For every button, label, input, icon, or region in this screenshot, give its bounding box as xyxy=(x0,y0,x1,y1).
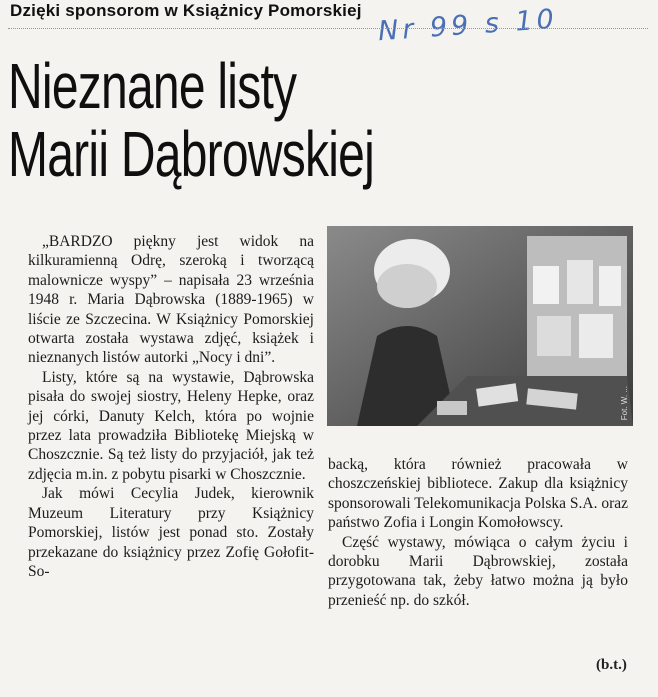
paragraph: Część wystawy, mówiąca o całym życiu i dorobku Marii Dąbrowskiej, została przygotowana tak, żeby łatwo można ją było przenieść np. do szkół. xyxy=(328,533,628,609)
header-rule xyxy=(8,28,648,29)
paragraph: Listy, które są na wystawie, Dąbrowska pisała do swojej siostry, Heleny Hepke, oraz jej córki, Danuty Kelch, która po wojnie przez lata prowadziła Bibliotekę Miejską w Choszcznie. Są też listy do przyjaciół, jak też zdjęcia m.in. z pobytu pisarki w Choszcznie. xyxy=(28,368,314,483)
photo-image xyxy=(327,226,633,426)
author-signature: (b.t.) xyxy=(596,657,627,673)
headline-line-2: Marii Dąbrowskiej xyxy=(8,118,374,190)
exhibition-photo xyxy=(327,226,633,426)
handwritten-annotation: Nr 99 s 10 xyxy=(377,3,559,48)
headline-line-1: Nieznane listy xyxy=(8,50,297,122)
paragraph: Jak mówi Cecylia Judek, kierownik Muzeum Literatury przy Książnicy Pomorskiej, listów jest ponad sto. Zostały przekazane do książnicy przez Zofię Gołofit-So- xyxy=(28,485,314,580)
paragraph: „BARDZO piękny jest widok na kilkuramienną Odrę, szeroką i tworzącą malownicze wyspy” – napisała 23 września 1948 r. Maria Dąbrowska (1889-1965) w liście ze Szczecina. W Książnicy Pomorskiej otwarta została wystawa zdjęć, książek i nieznanych listów autorki „Nocy i dni”. xyxy=(28,233,314,367)
paragraph: backą, która również pracowała w choszczeńskiej bibliotece. Zakup dla książnicy sponsorowali Telekomunikacja Polska S.A. oraz państwo Zofia i Longin Komołowscy. xyxy=(328,456,628,532)
kicker-headline: Dzięki sponsorom w Książnicy Pomorskiej xyxy=(10,1,362,20)
photo-credit: Fot. W. ... xyxy=(620,386,629,421)
article-column-2 xyxy=(328,455,628,610)
article-column-1 xyxy=(28,232,314,581)
article-headline xyxy=(8,52,398,188)
